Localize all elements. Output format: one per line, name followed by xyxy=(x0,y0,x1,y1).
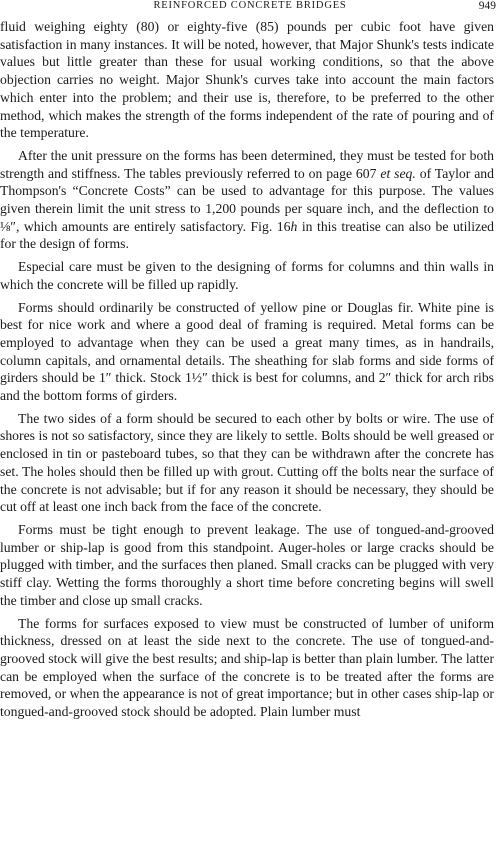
paragraph-7: The forms for surfaces exposed to view must be constructed of lumber of uniform thickness, dressed on at least the side next to the concrete. The use of tongued-and-grooved stock will give the best results; and ship-lap is better than plain lumber. The latter can be employed when the surface of the concrete is to be treated after the forms are removed, or when the appearance is not of great importance; but in other cases ship-lap or tongued-and-grooved stock should be adopted. Plain lumber must xyxy=(0,615,494,720)
paragraph-4: Forms should ordinarily be constructed of yellow pine or Douglas fir. White pine is best for nice work and where a good deal of framing is required. Metal forms can be employed to advantage when they can be used a great many times, as in handrails, column capitals, and ornamental details. The sheathing for slab forms and side forms of girders should be 1″ thick. Stock 1½″ thick is best for columns, and 2″ thick for arch ribs and the bottom forms of girders. xyxy=(0,299,494,404)
body-text xyxy=(0,18,494,721)
paragraph-6: Forms must be tight enough to prevent leakage. The use of tongued-and-grooved lumber or ship-lap is good from this standpoint. Auger-holes or large cracks should be plugged with timber, and the surfaces then planed. Small cracks can be plugged with very stiff clay. Wetting the forms thoroughly a short time before concreting begins will swell the timber and close up small cracks. xyxy=(0,521,494,608)
running-head xyxy=(0,0,500,14)
paragraph-2-italic-h: h xyxy=(290,218,298,234)
page-number: 949 xyxy=(478,0,496,12)
paragraph-5: The two sides of a form should be secured to each other by bolts or wire. The use of shores is not so satisfactory, since they are likely to settle. Bolts should be well greased or enclosed in tin or pasteboard tubes, so that they can be withdrawn after the concrete has set. The holes should then be filled up with grout. Cutting off the bolts near the surface of the concrete is not advisable; but if for any reason it should be necessary, they should be cut off at least one inch back from the face of the concrete. xyxy=(0,410,494,515)
paragraph-2 xyxy=(0,147,494,253)
running-title: REINFORCED CONCRETE BRIDGES xyxy=(153,0,347,11)
paragraph-1: fluid weighing eighty (80) or eighty-five (85) pounds per cubic foot have given satisfaction in many instances. It will be noted, however, that Major Shunk's tests indicate values but little greater than these for usual working conditions, so that the above objection carries no weight. Major Shunk's curves take into account the main factors which enter into the problem; and their use is, therefore, to be preferred to the other method, which makes the strength of the forms independent of the rate of pouring and of the temperature. xyxy=(0,19,494,141)
paragraph-2-middle: of Taylor and Thompson's “Concrete Costs” can be used to advantage for this purpose. The values given therein limit the unit stress to 1,200 pounds per square inch, and the deflection to ⅛″, which amounts are entirely satisfactory. Fig. 16 xyxy=(0,165,494,234)
paragraph-2-end: in this treatise can also be utilized for the design of forms. xyxy=(0,218,494,252)
paragraph-2-start: After the unit pressure on the forms has been determined, they must be tested for both strength and stiffness. The tables previously referred to on page 607 xyxy=(0,147,494,181)
paragraph-2-italic-et-seq: et seq. xyxy=(380,165,416,181)
paragraph-3: Especial care must be given to the designing of forms for columns and thin walls in which the concrete will be filled up rapidly. xyxy=(0,259,494,292)
